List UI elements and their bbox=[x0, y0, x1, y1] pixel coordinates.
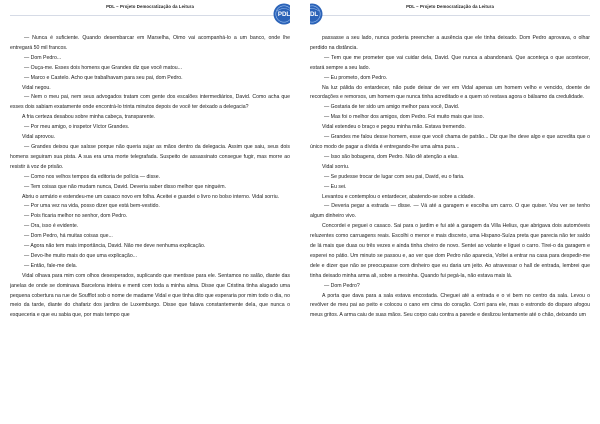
paragraph: — Eu prometo, dom Pedro. bbox=[324, 74, 388, 81]
paragraph: — Agora não tem mais importância, David. Não me deve nenhuma explicação. bbox=[24, 243, 206, 250]
paragraph: A porta que dava para a sala estava encostada. Cheguei até a entrada e o vi bem no centro da sala. Levou o revólver de meu pai ao peito e colocou o cano em cima do coração. Corri para ele, mas o estrondo do disparo afogou meus gritos. A arma caiu de suas mãos. Seu corpo caiu contra a parede e deslizou lentamente até o chão, deixando um bbox=[310, 292, 590, 319]
left-page-text bbox=[10, 16, 290, 321]
right-page-header bbox=[305, 3, 590, 19]
paragraph: — Dom Pedro... bbox=[24, 54, 62, 61]
paragraph: — Por meu amigo, o inspetor Víctor Grandes. bbox=[24, 124, 130, 131]
paragraph: — Ora, isso é evidente. bbox=[24, 223, 79, 230]
paragraph: — Mas foi o melhor dos amigos, dom Pedro. Foi muito mais que isso. bbox=[324, 114, 485, 121]
paragraph: Levantou e contemplou o entardecer, abatendo-se sobre a cidade. bbox=[322, 193, 475, 200]
left-page-header bbox=[10, 3, 291, 19]
paragraph: — Se pudesse trocar de lugar com seu pai, David, eu o faria. bbox=[324, 173, 465, 180]
left-header-title: PDL – Projeto Democratização da Leitura bbox=[106, 4, 194, 9]
paragraph: — Devo-lhe muito mais do que uma explicação... bbox=[24, 252, 138, 259]
paragraph: Vidal aprovou. bbox=[22, 134, 56, 141]
pdl-logo-left bbox=[272, 2, 290, 26]
paragraph: Vidal estendeu o braço e pegou minha mão. Estava tremendo. bbox=[322, 124, 466, 131]
paragraph: — Nunca é suficiente. Quando desembarcar em Marselha, Oimo vai acompanhá-lo a um banco, onde lhe entregará 50 mil francos. bbox=[10, 35, 290, 51]
paragraph: — Isso são bobagens, dom Pedro. Não dê atenção a elas. bbox=[324, 153, 459, 160]
right-page bbox=[305, 0, 590, 424]
paragraph: Abriu o armário e estendeu-me um casaco novo em folha. Aceitei e guardei o livro no bolso interno. Vidal sorriu. bbox=[22, 193, 280, 200]
paragraph: A fria certeza desabou sobre minha cabeça, transparente. bbox=[22, 114, 156, 121]
paragraph: — Nem o meu pai, nem seus advogados tratam com gente dos escalões intermediários, David. Como acha que esses dois sabiam exatamente onde encontrá-lo trinta minutos depois de você ter deixado a delegacia? bbox=[10, 94, 290, 111]
paragraph: — Pois ficaria melhor no senhor, dom Pedro. bbox=[24, 213, 128, 220]
paragraph: Na luz pálida do entardecer, não pude deixar de ver em Vidal apenas um homem velho e vencido, doente de recordações e remorsos, um homem que nunca tinha acreditado e a quem só restava agora o bálsamo da credulidade. bbox=[310, 84, 590, 101]
pdl-logo-text: PDL bbox=[277, 11, 291, 19]
paragraph: — Por uma vez na vida, posso dizer que está bem-vestido. bbox=[24, 203, 160, 210]
paragraph: — Gostaria de ter sido um amigo melhor para você, David. bbox=[324, 104, 460, 111]
paragraph: — Tem que me prometer que vai cuidar dela, David. Que nunca a abandonará. Que aconteça o que acontecer, estará sempre a seu lado. bbox=[310, 54, 590, 71]
paragraph: — Tem coisas que não mudam nunca, David. Deveria saber disso melhor que ninguém. bbox=[24, 183, 227, 190]
paragraph: — Ouça-me. Esses dois homens que Grandes diz que você matou... bbox=[24, 64, 183, 71]
paragraph: — Deveria pegar a estrada — disse. — Vá até a garagem e escolha um carro. O que quiser. Vou ver se tenho algum dinheiro vivo. bbox=[310, 203, 590, 220]
paragraph: — Grandes deixou que saísse porque não queria sujar as mãos dentro da delegacia. Assim que saiu, seus dois homens seguiram sua pista. A sua era uma morte telegrafada. Suspeito de assassinato consegue fugir, mas morre ao resistir à voz de prisão. bbox=[10, 143, 290, 170]
paragraph: — Eu sei. bbox=[324, 183, 347, 190]
paragraph: Vidal olhava para mim com olhos desesperados, suplicando que mentisse para ele. Sentamos no salão, diante das janelas de onde se dominava Barcelona inteira e menti com toda a minha alma. Disse que Cristina tinha alugado uma pequena cobertura na rue de Soufflot sob o nome de madame Vidal e que tinha dito que esperaria por mim todo o dia, no meio da tarde, diante do chafariz dos jardins de Luxemburgo. Disse que falava constantemente dela, que nunca o esqueceria e que eu sabia que, por mais tempo que bbox=[10, 272, 290, 319]
paragraph: — Dom Pedro? bbox=[324, 282, 360, 289]
pdl-logo-text: PDL bbox=[305, 11, 319, 19]
paragraph: — Dom Pedro, há muitas coisas que... bbox=[24, 233, 113, 240]
paragraph: Concordei e peguei o casaco. Sai para o jardim e fui até a garagem da Villa Helius, que abrigava dois automóveis reluzentes como carruagens reais. Escolhi o menor e mais discreto, uma Hispano-Suíza preta que parecia não ter saído de lá mais que duas ou três vezes e ainda tinha cheiro de novo. Sentei ao volante e liguei o carro. Tirei-o da garagem e esperei no pátio. Um minuto se passou e, ao ver que dom Pedro não aparecia, Voltei a entrar na casa para despedir-me dele e dizer que não se preocupasse com dinheiro que eu daria um jeito. Ao atravessar o hall de entrada, lembrei que tinha deixado minha arma ali, sobre a mesinha. Quando fui pegá-la, não estava mais lá. bbox=[310, 223, 590, 279]
paragraph: passasse a seu lado, nunca poderia preencher a ausência que ele tinha deixado. Dom Pedro aprovava, o olhar perdido na distância. bbox=[310, 35, 590, 51]
paragraph: — Marco e Castelo. Acho que trabalhavam para seu pai, dom Pedro. bbox=[24, 74, 183, 81]
paragraph: — Como nos velhos tempos da editoria de polícia — disse. bbox=[24, 173, 161, 180]
pdl-logo-right bbox=[305, 2, 324, 26]
paragraph: — Grandes me falou desse homem, esse que você chama de patrão... Diz que lhe deve algo e que acredita que o único modo de pagar a dívida é entregando-lhe uma alma pura... bbox=[310, 134, 590, 150]
paragraph: Vidal negou. bbox=[22, 84, 51, 91]
left-page bbox=[10, 0, 290, 424]
right-header-title: PDL – Projeto Democratização da Leitura bbox=[406, 4, 494, 9]
paragraph: — Então, fale-me dela. bbox=[24, 262, 78, 269]
paragraph: Vidal sorriu. bbox=[322, 163, 350, 170]
right-page-text bbox=[310, 16, 590, 321]
